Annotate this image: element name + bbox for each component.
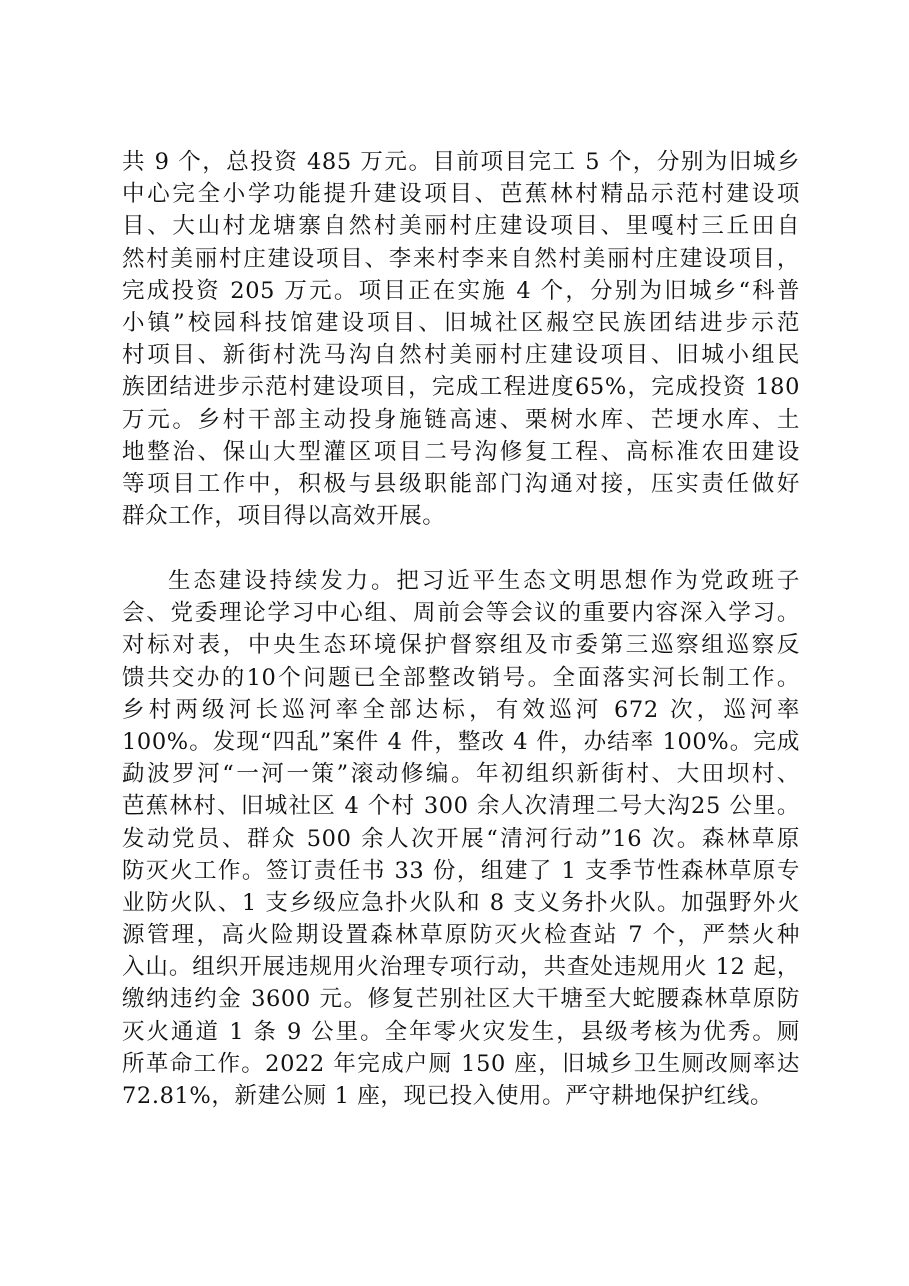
text-line: 会、党委理论学习中心组、周前会等会议的重要内容深入学习。 [122, 600, 800, 627]
text-line: 生态建设持续发力。把习近平生态文明思想作为党政班子 [168, 568, 800, 594]
text-line: 目、大山村龙塘寨自然村美丽村庄建设项目、里嘎村三丘田自 [122, 213, 800, 240]
text-line: 缴纳违约金 3600 元。修复芒别社区大干塘至大蛇腰森林草原防 [122, 986, 800, 1013]
text-line: 对标对表，中央生态环境保护督察组及市委第三巡察组巡察反 [122, 632, 800, 659]
paragraph-project-construction [122, 146, 800, 532]
text-line: 万元。乡村干部主动投身施链高速、栗树水库、芒埂水库、土 [122, 406, 800, 433]
text-line: 族团结进步示范村建设项目，完成工程进度65%，完成投资 180 [122, 374, 800, 401]
text-line: 乡村两级河长巡河率全部达标，有效巡河 672 次，巡河率 [122, 696, 800, 723]
text-line: 发动党员、群众 500 余人次开展“清河行动”16 次。森林草原 [122, 825, 800, 852]
text-line: 入山。组织开展违规用火治理专项行动，共查处违规用火 12 起， [122, 954, 800, 981]
text-line: 群众工作，项目得以高效开展。 [122, 503, 446, 530]
text-line: 勐波罗河“一河一策”滚动修编。年初组织新街村、大田坝村、 [122, 761, 800, 788]
text-line: 100%。发现“四乱”案件 4 件，整改 4 件，办结率 100%。完成 [122, 728, 800, 755]
text-line: 所革命工作。2022 年完成户厕 150 座，旧城乡卫生厕改厕率达 [122, 1050, 800, 1077]
text-line: 防灭火工作。签订责任书 33 份，组建了 1 支季节性森林草原专 [122, 857, 800, 884]
text-line: 村项目、新街村洗马沟自然村美丽村庄建设项目、旧城小组民 [122, 342, 800, 369]
text-line: 共 9 个，总投资 485 万元。目前项目完工 5 个，分别为旧城乡 [122, 149, 800, 175]
text-line: 地整治、保山大型灌区项目二号沟修复工程、高标准农田建设 [122, 438, 800, 465]
text-line: 业防火队、1 支乡级应急扑火队和 8 支义务扑火队。加强野外火 [122, 889, 800, 916]
text-line: 中心完全小学功能提升建设项目、芭蕉林村精品示范村建设项 [122, 181, 800, 208]
text-line: 小镇”校园科技馆建设项目、旧城社区赧空民族团结进步示范 [122, 309, 800, 336]
text-line: 等项目工作中，积极与县级职能部门沟通对接，压实责任做好 [122, 470, 800, 497]
text-line: 然村美丽村庄建设项目、李来村李来自然村美丽村庄建设项目， [122, 245, 800, 272]
paragraph-ecological-construction [122, 565, 800, 1112]
text-line: 芭蕉林村、旧城社区 4 个村 300 余人次清理二号大沟25 公里。 [122, 793, 800, 820]
text-line: 馈共交办的10个问题已全部整改销号。全面落实河长制工作。 [122, 664, 800, 691]
text-line: 72.81%，新建公厕 1 座，现已投入使用。严守耕地保护红线。 [122, 1083, 774, 1109]
text-line: 完成投资 205 万元。项目正在实施 4 个，分别为旧城乡“科普 [122, 277, 800, 304]
text-line: 灭火通道 1 条 9 公里。全年零火灾发生，县级考核为优秀。厕 [122, 1018, 800, 1045]
text-line: 源管理，高火险期设置森林草原防灭火检查站 7 个，严禁火种 [122, 922, 800, 949]
